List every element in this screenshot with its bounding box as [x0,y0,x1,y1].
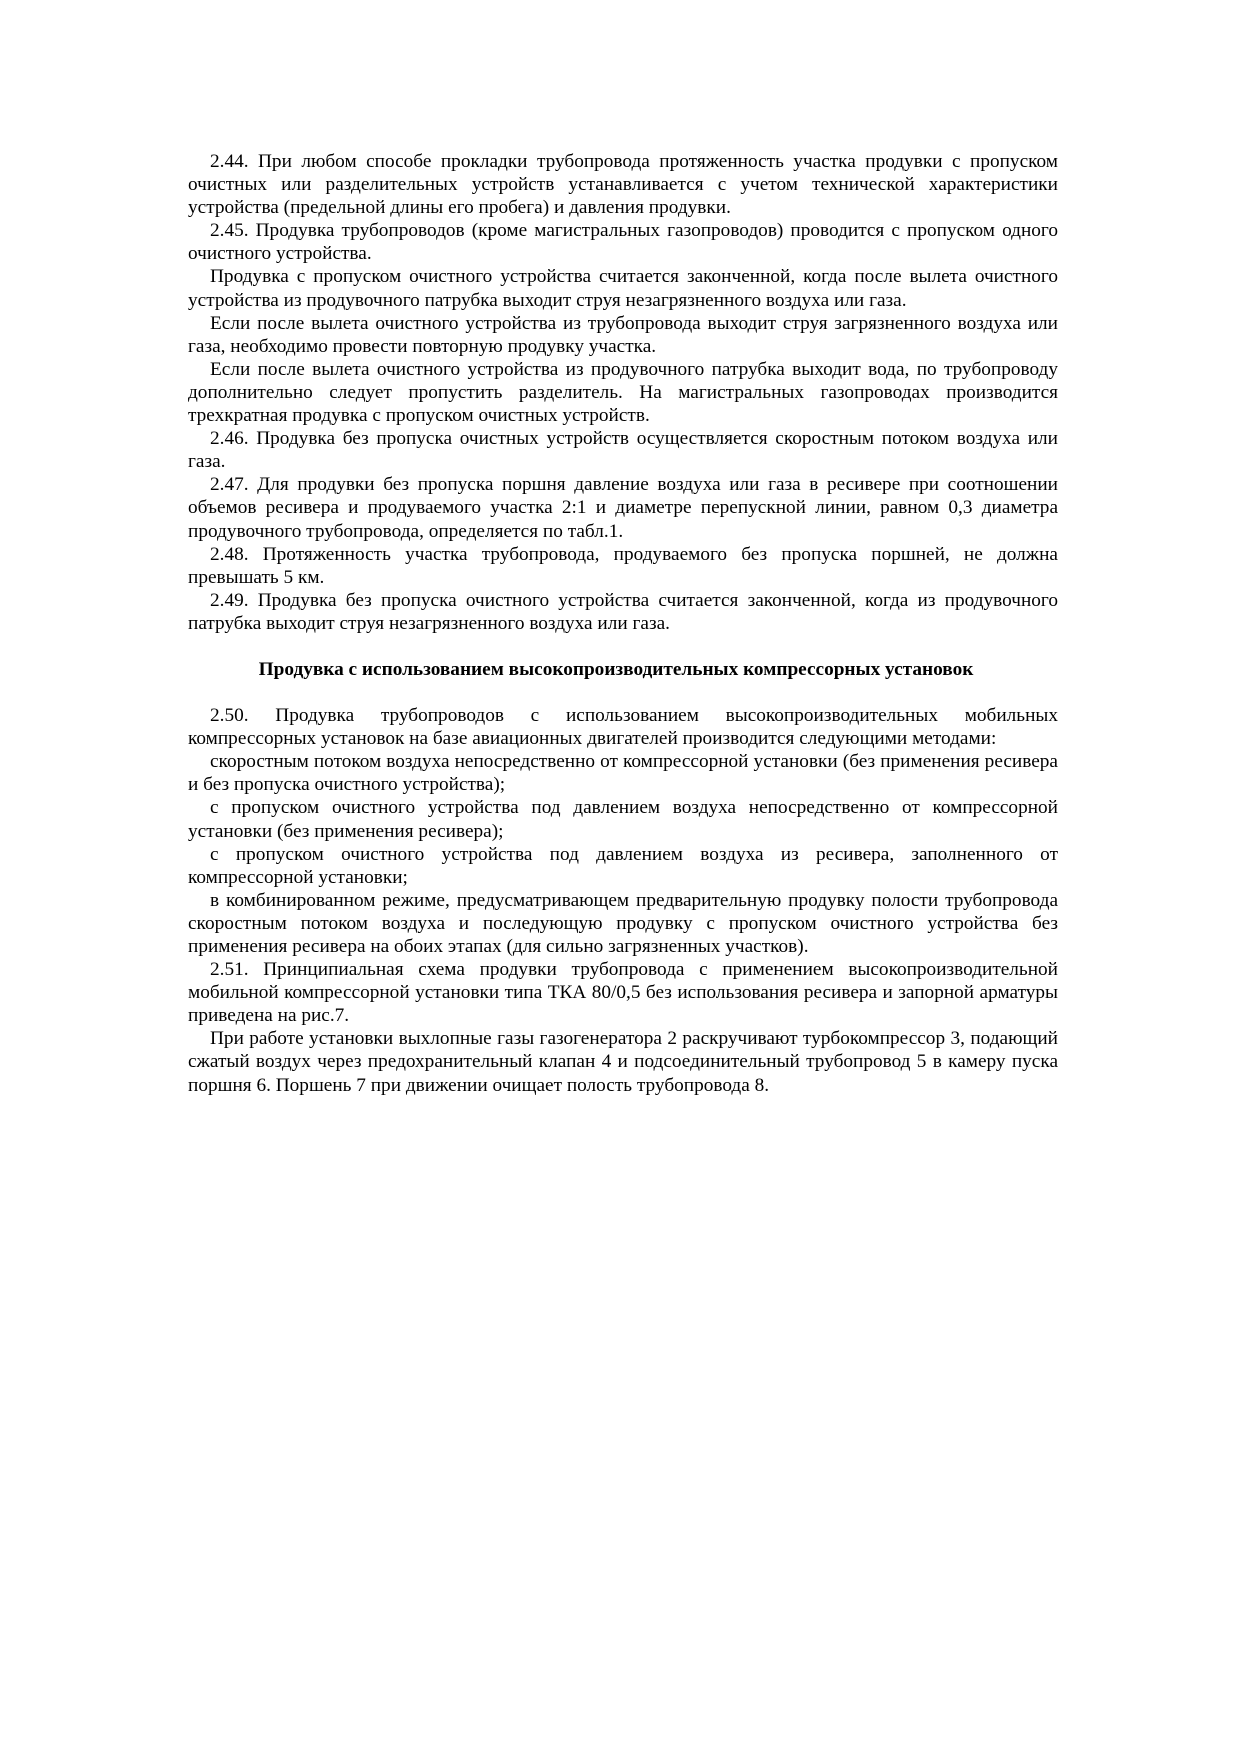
list-item-combined-mode: в комбинированном режиме, предусматривающем предварительную продувку полости трубопровода скоростным потоком воздуха и последующую продувку с пропуском очистного устройства без применения ресивера на обоих этапах (для сильно загрязненных участков). [188,889,1058,957]
paragraph-2-49: 2.49. Продувка без пропуска очистного устройства считается законченной, когда из продувочного патрубка выходит струя незагрязненного воздуха или газа. [188,589,1058,634]
document-body [188,150,1058,1097]
section-heading: Продувка с использованием высокопроизводительных компрессорных установок [258,658,974,680]
paragraph-2-50: 2.50. Продувка трубопроводов с использованием высокопроизводительных мобильных компрессорных установок на базе авиационных двигателей производится следующими методами: [188,705,1058,750]
list-item-receiver-pig: с пропуском очистного устройства под давлением воздуха из ресивера, заполненного от компрессорной установки; [188,843,1058,888]
paragraph-2-47: 2.47. Для продувки без пропуска поршня давление воздуха или газа в ресивере при соотношении объемов ресивера и продуваемого участка 2:1 и диаметре перепускной линии, равном 0,3 диаметра продувочного трубопровода, определяется по табл.1. [188,474,1058,542]
list-item-velocity-flow: скоростным потоком воздуха непосредственно от компрессорной установки (без применения ресивера и без пропуска очистного устройства); [188,751,1058,796]
paragraph-2-51: 2.51. Принципиальная схема продувки трубопровода с применением высокопроизводительной мобильной компрессорной установки типа ТКА 80/0,5 без использования ресивера и запорной арматуры приведена на рис.7. [188,959,1058,1027]
paragraph-2-48: 2.48. Протяженность участка трубопровода, продуваемого без пропуска поршней, не должна превышать 5 км. [188,543,1058,588]
paragraph-2-45: 2.45. Продувка трубопроводов (кроме магистральных газопроводов) проводится с пропуском одного очистного устройства. [188,220,1058,265]
paragraph-2-44: 2.44. При любом способе прокладки трубопровода протяженность участка продувки с пропуском очистных или разделительных устройств устанавливается с учетом технической характеристики устройства (предельной длины его пробега) и давления продувки. [188,151,1058,219]
paragraph-water-separator: Если после вылета очистного устройства из продувочного патрубка выходит вода, по трубопроводу дополнительно следует пропустить разделитель. На магистральных газопроводах производится трехкратная продувка с пропуском очистных устройств. [188,358,1058,427]
paragraph-cleaning-complete: Продувка с пропуском очистного устройства считается законченной, когда после вылета очистного устройства из продувочного патрубка выходит струя незагрязненного воздуха или газа. [188,266,1058,311]
paragraph-operation: При работе установки выхлопные газы газогенератора 2 раскручивают турбокомпрессор 3, подающий сжатый воздух через предохранительный клапан 4 и подсоединительный трубопровод 5 в камеру пуска поршня 6. Поршень 7 при движении очищает полость трубопровода 8. [188,1028,1058,1096]
paragraph-2-46: 2.46. Продувка без пропуска очистных устройств осуществляется скоростным потоком воздуха или газа. [188,428,1058,473]
paragraph-repeat-purge: Если после вылета очистного устройства из трубопровода выходит струя загрязненного воздуха или газа, необходимо провести повторную продувку участка. [188,312,1058,357]
list-item-direct-pig: с пропуском очистного устройства под давлением воздуха непосредственно от компрессорной установки (без применения ресивера); [188,797,1058,842]
